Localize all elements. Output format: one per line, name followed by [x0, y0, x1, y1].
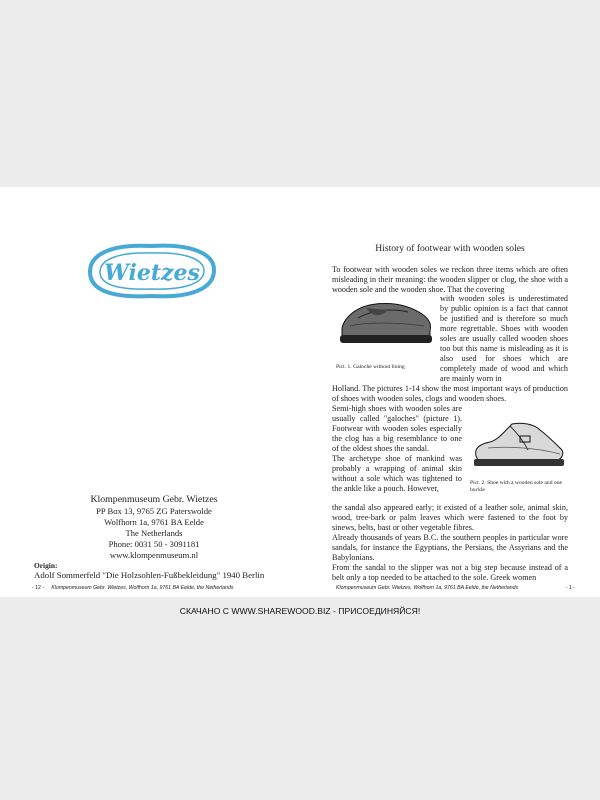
paragraph-holland: Holland. The pictures 1-14 show the most important ways of production of shoes with wooden soles, clogs and wooden shoes. [332, 384, 568, 403]
right-footer-text: Klompenmuseum Gebr. Wietzes, Wolfhorn 1a, 9761 BA Eelde, the Netherlands [336, 585, 519, 591]
caption-picture-1: Pict. 1. Galoche without lining [336, 364, 405, 370]
right-footer [336, 585, 575, 591]
paragraph-wrap-1: with wooden soles is underestimated by public opinion is a fact that cannot be justified and is therefore so much more regrettable. Shoes with wooden soles are usually called wooden shoes too but this name is misleading as it is also used for shoes which are completely made of wood and which are mainly worn in [440, 294, 568, 383]
page-title: History of footwear with wooden soles [375, 243, 525, 254]
left-page-number: - 12 - [32, 585, 45, 591]
origin-text: Adolf Sommerfeld "Die Holzsohlen-Fußbekleidung" 1940 Berlin [34, 570, 265, 580]
museum-phone: Phone: 0031 50 - 3091181 [108, 539, 200, 549]
wietzes-logo [86, 240, 218, 302]
museum-street: Wolfhorn 1a, 9761 BA Eelde [104, 517, 204, 527]
museum-po-box: PP Box 13, 9765 ZG Paterswolde [96, 506, 212, 516]
paragraph-sandal: the sandal also appeared early; it existed of a leather sole, animal skin, wood, tree-bark or palm leaves which were fastened to the foot by sinews, belts, bast or other vegetable fibres. Already thousands of years B.C. the southern peoples in particular wore sandals, for instance the Egyptians, the Persians, the Assyrians and the Babylonians. From the sandal to the slipper was not a big step because instead of a belt only a top needed to be attached to the sole. Greek women [332, 503, 568, 582]
right-page-number: - 1 - [565, 585, 575, 591]
museum-website: www.klompenmuseum.nl [109, 550, 199, 560]
download-watermark: СКАЧАНО С WWW.SHAREWOOD.BIZ - ПРИСОЕДИНЯЙСЯ! [179, 606, 421, 616]
museum-address-block [36, 494, 272, 561]
left-footer [32, 585, 233, 591]
logo-text: Wietzes [104, 260, 200, 286]
galoche-shoe-illustration [336, 296, 436, 350]
paragraph-intro: To footwear with wooden soles we reckon three items which are often misleading in their meaning: the wooden slipper or clog, the shoe with a wooden sole and the wooden shoe. That the covering [332, 265, 568, 294]
origin-label: Origin: [34, 561, 58, 570]
museum-country: The Netherlands [125, 528, 183, 538]
buckle-shoe-illustration [468, 418, 568, 476]
paragraph-wrap-2: Semi-high shoes with wooden soles are usually called "galoches" (picture 1). Footwear with wooden soles especially the clog has a big resemblance to one of the oldest shoes the sandal. The archetype shoe of mankind was probably a wrapping of animal skin without a sole which was tightened to the ankle like a pouch. However, [332, 404, 462, 493]
caption-picture-2: Pict. 2. Shoe with a wooden sole and one buckle [470, 480, 562, 493]
museum-name: Klompenmuseum Gebr. Wietzes [90, 494, 218, 505]
left-footer-text: Klompenmuseum Gebr. Wietzes, Wolfhorn 1a, 9761 BA Eelde, the Netherlands [51, 585, 234, 591]
